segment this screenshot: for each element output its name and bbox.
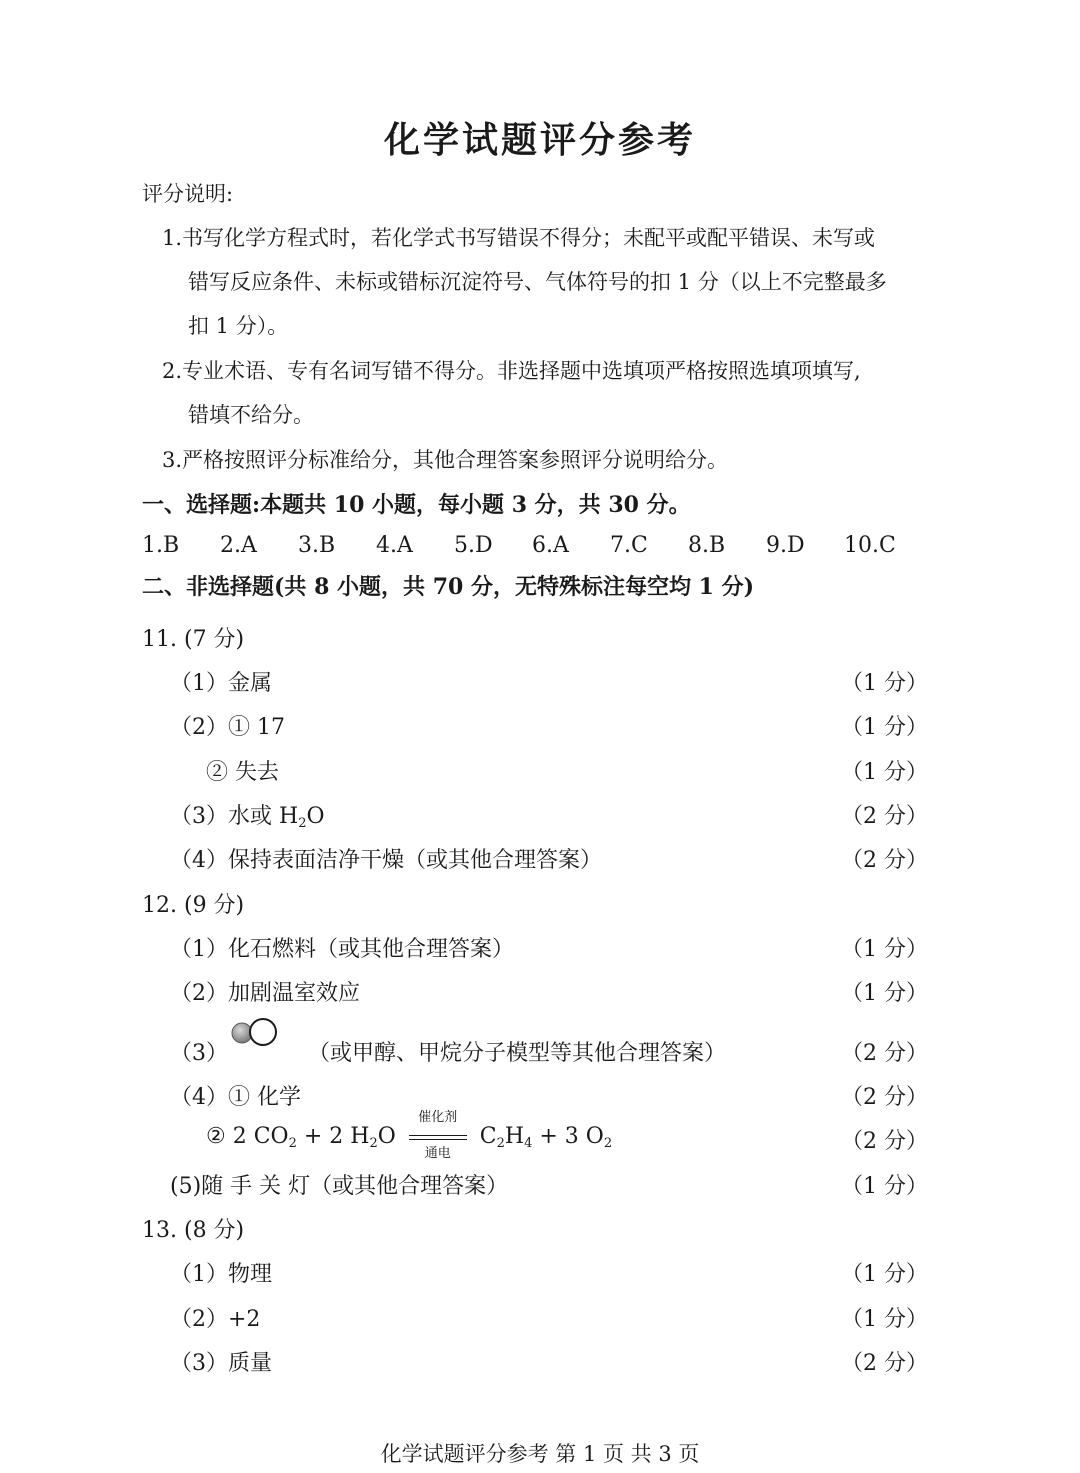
mc-answer-row	[142, 533, 922, 558]
q11-answer-2b: ② 失去	[206, 760, 279, 785]
q11-answer-1: （1）金属	[170, 671, 272, 696]
q11-score-4: （2 分）	[841, 848, 928, 873]
instructions-heading: 评分说明:	[142, 182, 234, 206]
instruction-item-1-line-2: 错写反应条件、未标或错标沉淀符号、气体符号的扣 1 分（以上不完整最多	[188, 270, 887, 294]
q12-score-2: （1 分）	[841, 981, 928, 1006]
q11-heading: 11. (7 分)	[142, 627, 245, 652]
q12-answer-1: （1）化石燃料（或其他合理答案）	[170, 937, 514, 962]
mc-answer: 4.A	[376, 533, 413, 558]
q12-answer-4: （4）① 化学	[170, 1085, 301, 1110]
mc-answer: 5.D	[454, 533, 493, 558]
q12-score-4: （2 分）	[841, 1085, 928, 1110]
q11-score-1: （1 分）	[841, 671, 928, 696]
instruction-item-2-line-2: 错填不给分。	[188, 403, 314, 427]
q12-score-1: （1 分）	[841, 937, 928, 962]
q12-score-3: （2 分）	[841, 1041, 928, 1066]
page-footer: 化学试题评分参考 第 1 页 共 3 页	[380, 1442, 700, 1466]
mc-answer: 8.B	[688, 533, 726, 558]
q12-answer-3-text: （或甲醇、甲烷分子模型等其他合理答案）	[308, 1041, 727, 1066]
instruction-item-1-line-1: 1.书写化学方程式时，若化学式书写错误不得分；未配平或配平错误、未写或	[162, 226, 876, 250]
q11-answer-4: （4）保持表面洁净干燥（或其他合理答案）	[170, 848, 602, 873]
q13-answer-1: （1）物理	[170, 1262, 272, 1287]
instruction-item-2-line-1: 2.专业术语、专有名词写错不得分。非选择题中选填项严格按照选填项填写,	[162, 359, 861, 383]
q11-answer-3: （3）水或 $H_2O$	[170, 804, 325, 831]
q11-score-2b: （1 分）	[841, 760, 928, 785]
mc-answer: 9.D	[766, 533, 805, 558]
mc-answer: 3.B	[298, 533, 336, 558]
mc-answer: 7.C	[610, 533, 648, 558]
reaction-condition-top: 催化剂	[418, 1110, 458, 1125]
q11-score-2: （1 分）	[841, 715, 928, 740]
reaction-arrow	[409, 1110, 467, 1161]
q12-score-5: （1 分）	[841, 1174, 928, 1199]
q13-score-1: （1 分）	[841, 1262, 928, 1287]
q12-answer-3-label: （3）	[170, 1041, 228, 1066]
q11-score-3: （2 分）	[841, 804, 928, 829]
q13-answer-2: （2）+2	[170, 1307, 261, 1332]
molecule-model-icon	[228, 1016, 288, 1056]
section-2-heading: 二、非选择题(共 8 小题，共 70 分，无特殊标注每空均 1 分)	[142, 574, 755, 600]
mc-answer: 10.C	[844, 533, 896, 558]
reaction-condition-bottom: 通电	[424, 1146, 451, 1161]
q13-heading: 13. (8 分)	[142, 1218, 245, 1243]
q13-score-2: （1 分）	[841, 1307, 928, 1332]
mc-answer: 2.A	[220, 533, 257, 558]
instruction-item-3: 3.严格按照评分标准给分，其他合理答案参照评分说明给分。	[162, 448, 729, 472]
q12-heading: 12. (9 分)	[142, 893, 245, 918]
instruction-item-1-line-3: 扣 1 分）。	[188, 314, 289, 338]
page-title: 化学试题评分参考	[383, 119, 696, 161]
section-1-heading: 一、选择题:本题共 10 小题，每小题 3 分，共 30 分。	[142, 492, 691, 518]
mc-answer: 1.B	[142, 533, 180, 558]
q13-score-3: （2 分）	[841, 1351, 928, 1376]
q12-answer-5: (5)随 手 关 灯（或其他合理答案）	[170, 1174, 509, 1199]
q12-equation: ② 2 $CO_2 + 2$ $H_2O$ 催化剂 通电 $C_2H_4 + 3$ $O_2$	[206, 1124, 612, 1149]
mc-answer: 6.A	[532, 533, 569, 558]
q11-answer-2: （2）① 17	[170, 715, 285, 740]
q12-score-4b: （2 分）	[841, 1129, 928, 1154]
q13-answer-3: （3）质量	[170, 1351, 272, 1376]
q12-answer-2: （2）加剧温室效应	[170, 981, 360, 1006]
